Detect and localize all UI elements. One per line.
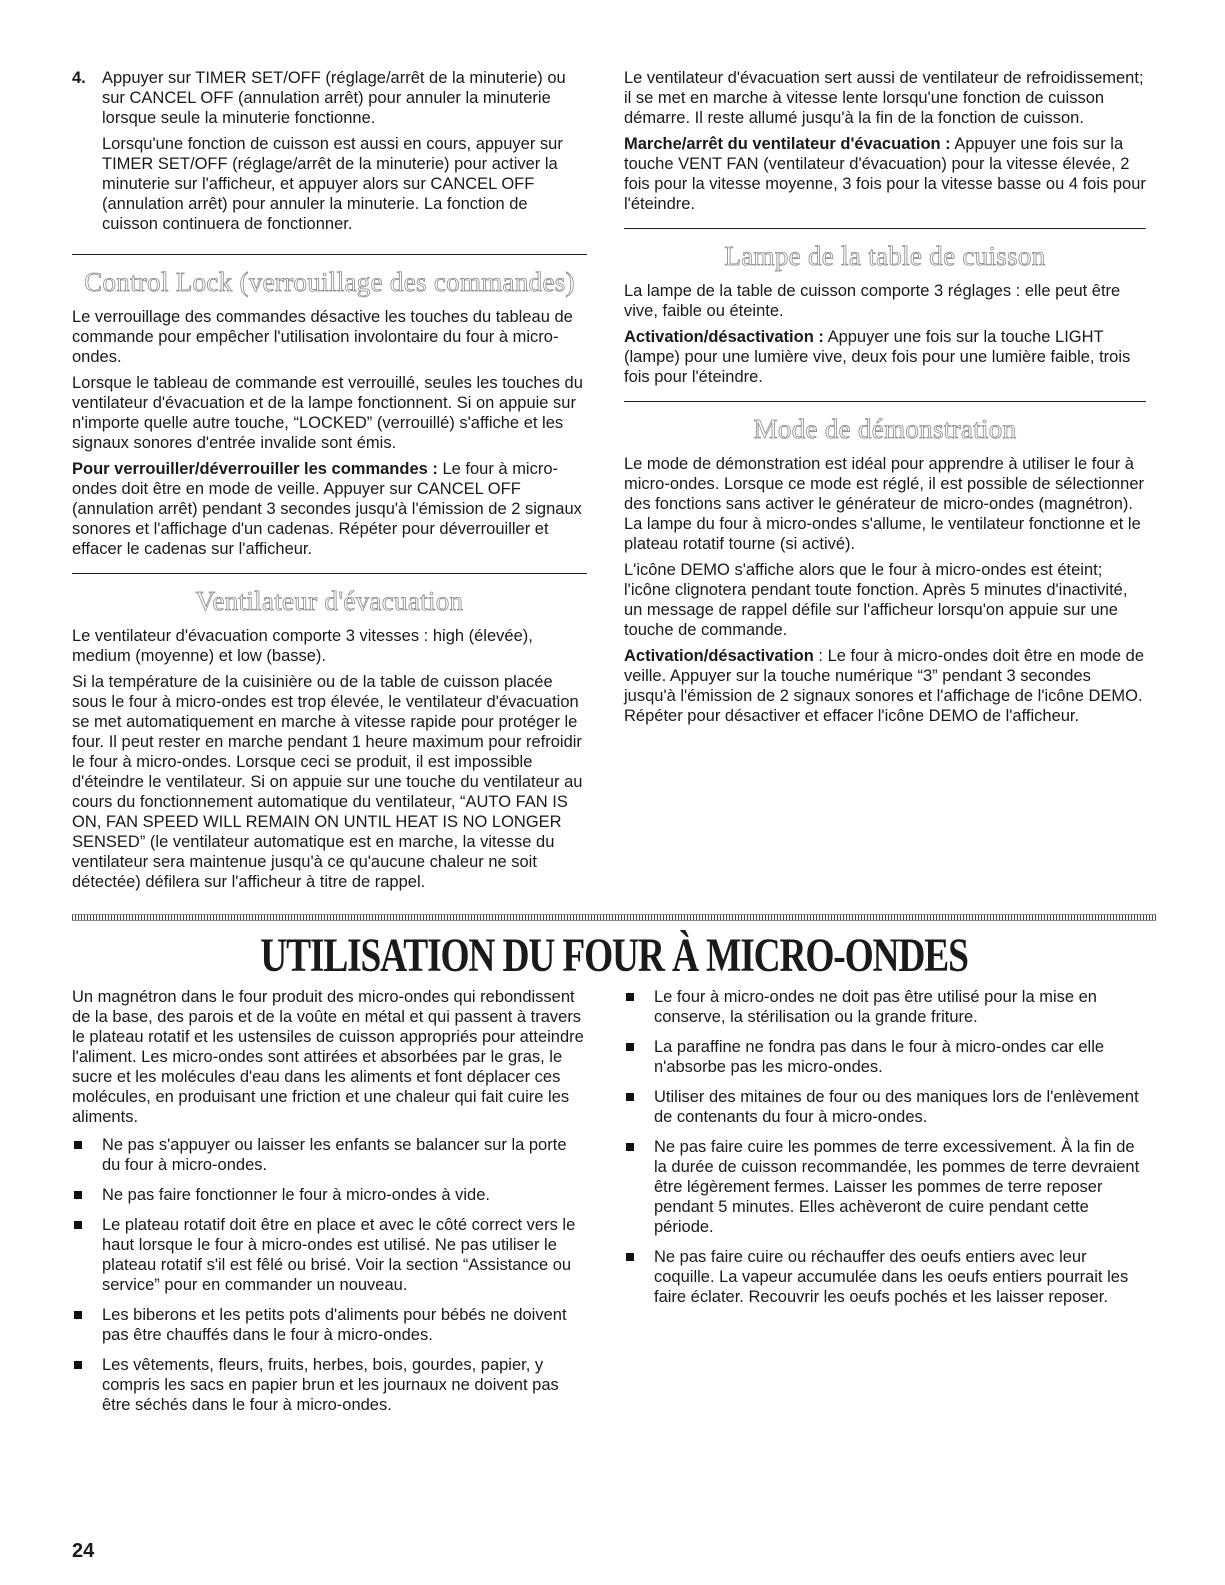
section-title-vent: Ventilateur d'évacuation — [195, 586, 464, 616]
section-title-demo: Mode de démonstration — [753, 414, 1017, 444]
main-title: UTILISATION DU FOUR À MICRO-ONDES — [260, 929, 968, 982]
right-column — [624, 68, 1146, 732]
paragraph-text: Appuyer une fois sur la touche VENT FAN (ventilateur d'évacuation) pour la vitesse élevée, 2 fois pour la vitesse moyenne, 3 fois pour la vitesse basse ou 4 fois pour l'éteindre. — [624, 135, 1146, 213]
section-divider — [624, 228, 1146, 229]
paragraph: Le ventilateur d'évacuation sert aussi de ventilateur de refroidissement; il se met en marche à vitesse lente lorsqu'une fonction de cuisson démarre. Il reste allumé jusqu'à la fin de la fonction de cuisson. — [624, 69, 1144, 127]
list-item-text: Ne pas s'appuyer ou laisser les enfants se balancer sur la porte du four à micro-ondes. — [102, 1136, 567, 1174]
list-item — [624, 1037, 1146, 1077]
section-divider — [624, 401, 1146, 402]
left-column — [72, 68, 587, 898]
bullet-icon — [624, 1087, 654, 1127]
paragraph-text: : Le four à micro-ondes doit être en mode de veille. Appuyer sur la touche numérique “3” pendant 3 secondes jusqu'à l'émission de 2 signaux sonores et l'affichage de l'icône DEMO. Répéter pour désactiver et effacer l'icône DEMO de l'afficheur. — [624, 647, 1144, 725]
step-4-text-2: Lorsqu'une fonction de cuisson est aussi en cours, appuyer sur TIMER SET/OFF (réglage/arrêt de la minuterie) pour activer la minuterie sur l'afficheur, et appuyer alors sur CANCEL OFF (annulation arrêt) pour annuler la minuterie. La fonction de cuisson continuera de fonctionner. — [102, 135, 563, 233]
list-item-text: La paraffine ne fondra pas dans le four à micro-ondes car elle n'absorbe pas les micro-ondes. — [654, 1038, 1105, 1076]
section-title-control-lock: Control Lock (verrouillage des commandes) — [84, 267, 575, 297]
bold-label: Pour verrouiller/déverrouiller les commandes : — [72, 460, 438, 478]
step-number: 4. — [72, 69, 86, 87]
bullet-icon — [72, 1215, 102, 1295]
bold-label: Activation/désactivation — [624, 647, 814, 665]
paragraph — [624, 327, 1146, 387]
paragraph — [624, 646, 1146, 726]
bullet-icon — [72, 1185, 102, 1205]
section-divider — [72, 573, 587, 574]
paragraph: Lorsque le tableau de commande est verrouillé, seules les touches du ventilateur d'évacuation et de la lampe fonctionnent. Si on appuie sur n'importe quelle autre touche, “LOCKED” (verrouillé) s'affiche et les signaux sonores d'entrée invalide sont émis. — [72, 374, 583, 452]
paragraph: Le ventilateur d'évacuation comporte 3 vitesses : high (élevée), medium (moyenne) et low (basse). — [72, 627, 533, 665]
bullet-icon — [624, 1247, 654, 1307]
bold-label: Marche/arrêt du ventilateur d'évacuation : — [624, 135, 951, 153]
bullet-icon — [72, 1305, 102, 1345]
bullet-icon — [72, 1135, 102, 1175]
bold-label: Activation/désactivation : — [624, 328, 824, 346]
list-item-text: Les biberons et les petits pots d'aliments pour bébés ne doivent pas être chauffés dans le four à micro-ondes. — [102, 1306, 567, 1344]
bottom-left-column — [72, 987, 587, 1425]
page-number: 24 — [72, 1540, 95, 1562]
list-item-text: Le four à micro-ondes ne doit pas être utilisé pour la mise en conserve, la stérilisation ou la grande friture. — [654, 988, 1097, 1026]
section-title-lamp: Lampe de la table de cuisson — [724, 241, 1046, 271]
paragraph: Le verrouillage des commandes désactive les touches du tableau de commande pour empêcher l'utilisation involontaire du four à micro-ondes. — [72, 308, 573, 366]
bottom-right-column — [624, 987, 1146, 1317]
paragraph-text: Appuyer une fois sur la touche LIGHT (lampe) pour une lumière vive, deux fois pour une lumière faible, trois fois pour l'éteindre. — [624, 328, 1131, 386]
step-4 — [72, 68, 587, 240]
step-4-text: Appuyer sur TIMER SET/OFF (réglage/arrêt de la minuterie) ou sur CANCEL OFF (annulation arrêt) pour annuler la minuterie lorsque seule la minuterie fonctionne. — [102, 69, 566, 127]
list-item-text: Ne pas faire fonctionner le four à micro-ondes à vide. — [102, 1186, 490, 1204]
list-item — [72, 1135, 587, 1175]
list-item — [72, 1355, 587, 1415]
paragraph — [624, 134, 1146, 214]
paragraph: Le mode de démonstration est idéal pour apprendre à utiliser le four à micro-ondes. Lorsque ce mode est réglé, il est possible de sélectionner des fonctions sans activer le générateur de micro-ondes (magnétron). La lampe du four à micro-ondes s'allume, le ventilateur fonctionne et le plateau rotatif tourne (si activé). — [624, 455, 1145, 553]
paragraph: La lampe de la table de cuisson comporte 3 réglages : elle peut être vive, faible ou éteinte. — [624, 282, 1121, 320]
hatched-divider — [72, 914, 1156, 921]
paragraph — [72, 459, 587, 559]
list-item — [624, 1087, 1146, 1127]
list-item-text: Utiliser des mitaines de four ou des maniques lors de l'enlèvement de contenants du four à micro-ondes. — [654, 1088, 1139, 1126]
list-item — [624, 1137, 1146, 1237]
paragraph-text: Le four à micro-ondes doit être en mode de veille. Appuyer sur CANCEL OFF (annulation arrêt) pendant 3 secondes jusqu'à l'émission de 2 signaux sonores et l'affichage d'un cadenas. Répéter pour déverrouiller et effacer le cadenas sur l'afficheur. — [72, 460, 582, 558]
intro-paragraph: Un magnétron dans le four produit des micro-ondes qui rebondissent de la base, des parois et de la voûte en métal et qui passent à travers le plateau rotatif et les ustensiles de cuisson appropriés pour atteindre l'aliment. Les micro-ondes sont attirées et absorbées par le gras, le sucre et les molécules d'eau dans les aliments et font déplacer ces molécules, en produisant une friction et une chaleur qui fait cuire les aliments. — [72, 988, 584, 1126]
bullet-icon — [624, 1037, 654, 1077]
bullet-icon — [624, 1137, 654, 1237]
list-item-text: Ne pas faire cuire ou réchauffer des oeufs entiers avec leur coquille. La vapeur accumulée dans les oeufs entiers pourrait les faire éclater. Recouvrir les oeufs pochés et les laisser reposer. — [654, 1248, 1129, 1306]
list-item — [72, 1215, 587, 1295]
list-item-text: Les vêtements, fleurs, fruits, herbes, bois, gourdes, papier, y compris les sacs en papier brun et les journaux ne doivent pas être séchés dans le four à micro-ondes. — [102, 1356, 559, 1414]
list-item-text: Le plateau rotatif doit être en place et avec le côté correct vers le haut lorsque le four à micro-ondes est utilisé. Ne pas utiliser le plateau rotatif s'il est fêlé ou brisé. Voir la section “Assistance ou service” pour en commander un nouveau. — [102, 1216, 576, 1294]
paragraph: L'icône DEMO s'affiche alors que le four à micro-ondes est éteint; l'icône clignotera pendant toute fonction. Après 5 minutes d'inactivité, un message de rappel défile sur l'afficheur lorsqu'on appuie sur une touche de commande. — [624, 561, 1128, 639]
list-item — [624, 1247, 1146, 1307]
list-item — [624, 987, 1146, 1027]
paragraph: Si la température de la cuisinière ou de la table de cuisson placée sous le four à micro-ondes est trop élevée, le ventilateur d'évacuation se met automatiquement en marche à vitesse rapide pour protéger le four. Il peut rester en marche pendant 1 heure maximum pour refroidir le four à micro-ondes. Lorsque ceci se produit, il est impossible d'éteindre le ventilateur. Si on appuie sur une touche du ventilateur au cours du fonctionnement automatique du ventilateur, “AUTO FAN IS ON, FAN SPEED WILL REMAIN ON UNTIL HEAT IS NO LONGER SENSED” (le ventilateur automatique est en marche, la vitesse du ventilateur sera maintenue jusqu'à ce qu'aucune chaleur ne soit détectée) défilera sur l'afficheur à titre de rappel. — [72, 673, 583, 891]
bullet-icon — [624, 987, 654, 1027]
section-divider — [72, 254, 587, 255]
list-item-text: Ne pas faire cuire les pommes de terre excessivement. À la fin de la durée de cuisson recommandée, les pommes de terre devraient être légèrement fermes. Laisser les pommes de terre reposer pendant 5 minutes. Elles achèveront de cuire pendant cette période. — [654, 1138, 1140, 1236]
bullet-icon — [72, 1355, 102, 1415]
list-item — [72, 1185, 587, 1205]
list-item — [72, 1305, 587, 1345]
